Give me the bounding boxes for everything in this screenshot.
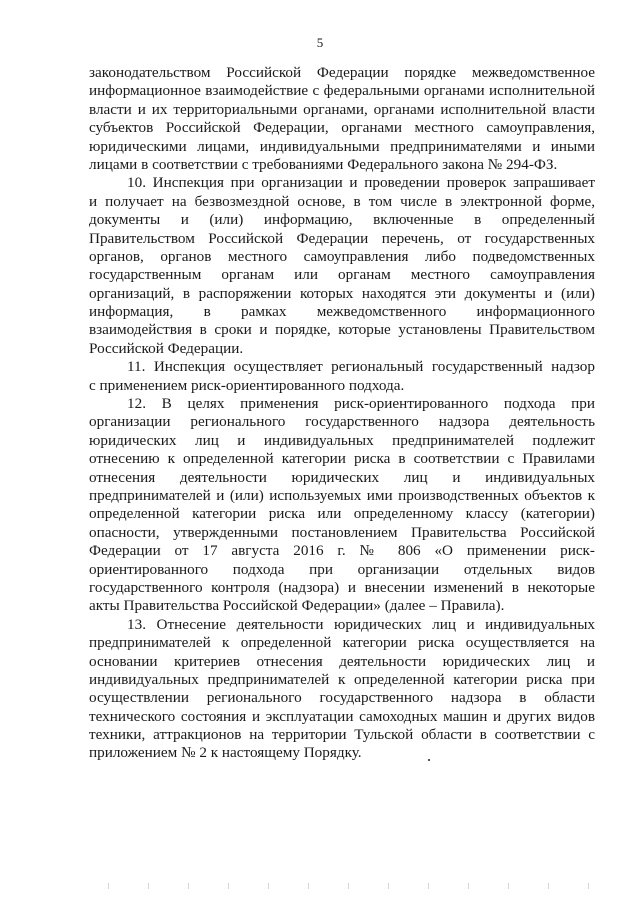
text-line: информационное взаимодействие с федеральными органами исполнительной bbox=[89, 82, 595, 100]
text-line: 10. Инспекция при организации и проведении проверок запрашивает bbox=[127, 174, 595, 192]
text-line: организации регионального государственного надзора деятельность bbox=[89, 413, 595, 431]
text-line: и получает на безвозмездной основе, в том числе в электронной форме, bbox=[89, 192, 595, 210]
text-line: юридических лиц и индивидуальных предпринимателей подлежит bbox=[89, 431, 595, 449]
paragraph-item-12 bbox=[89, 395, 595, 616]
scan-artifact-strip bbox=[90, 883, 610, 889]
text-line: осуществлении регионального государственного надзора в области bbox=[89, 689, 595, 707]
text-line: информация, в рамках межведомственного информационного bbox=[89, 303, 595, 321]
text-line: 11. Инспекция осуществляет региональный государственный надзор bbox=[127, 358, 595, 376]
text-line: Федерации от 17 августа 2016 г. № 806 «О применении риск- bbox=[89, 542, 595, 560]
paragraph-item-13 bbox=[89, 616, 595, 763]
scan-artifact-dot bbox=[428, 759, 430, 761]
text-line: приложением № 2 к настоящему Порядку. bbox=[89, 744, 362, 762]
text-line: технического состояния и эксплуатации самоходных машин и других видов bbox=[89, 707, 595, 725]
text-line: 13. Отнесение деятельности юридических лиц и индивидуальных bbox=[127, 615, 595, 633]
text-line: основании критериев отнесения деятельности юридических лиц и bbox=[89, 652, 595, 670]
paragraph-item-11 bbox=[89, 358, 595, 395]
text-line: Правительством Российской Федерации перечень, от государственных bbox=[89, 229, 595, 247]
text-line: государственным органам или органам местного самоуправления bbox=[89, 266, 595, 284]
paragraph-item-10 bbox=[89, 174, 595, 358]
document-body bbox=[89, 64, 595, 763]
text-line: техники, аттракционов на территории Тульской области в соответствии с bbox=[89, 726, 595, 744]
text-line: государственного контроля (надзора) и внесении изменений в некоторые bbox=[89, 578, 595, 596]
text-line: акты Правительства Российской Федерации» (далее – Правила). bbox=[89, 597, 505, 615]
text-line: Российской Федерации. bbox=[89, 339, 244, 357]
text-line: 12. В целях применения риск-ориентированного подхода при bbox=[127, 395, 595, 413]
text-line: взаимодействия в сроки и порядке, которые установлены Правительством bbox=[89, 321, 595, 339]
text-line: документы и (или) информацию, включенные в определенный bbox=[89, 211, 595, 229]
paragraph-intro bbox=[89, 64, 595, 174]
text-line: законодательством Российской Федерации порядке межведомственное bbox=[89, 64, 595, 81]
text-line: с применением риск-ориентированного подхода. bbox=[89, 376, 405, 394]
text-line: субъектов Российской Федерации, органами местного самоуправления, bbox=[89, 119, 595, 137]
text-line: органов, органов местного самоуправления либо подведомственных bbox=[89, 247, 595, 265]
text-line: индивидуальных предпринимателей к определенной категории риска при bbox=[89, 670, 595, 688]
text-line: определенной категории риска или определенному классу (категории) bbox=[89, 505, 595, 523]
text-line: отнесения деятельности юридических лиц и индивидуальных bbox=[89, 468, 595, 486]
text-line: предпринимателей и (или) используемых ими производственных объектов к bbox=[89, 486, 595, 504]
text-line: власти и их территориальными органами, органами исполнительной власти bbox=[89, 100, 595, 118]
text-line: опасности, утвержденными постановлением Правительства Российской bbox=[89, 523, 595, 541]
text-line: ориентированного подхода при организации отдельных видов bbox=[89, 560, 595, 578]
text-line: организаций, в распоряжении которых находятся эти документы и (или) bbox=[89, 284, 595, 302]
page-number: 5 bbox=[316, 35, 324, 50]
text-line: юридическими лицами, индивидуальными предпринимателями и иными bbox=[89, 137, 595, 155]
text-line: предпринимателей к определенной категории риска осуществляется на bbox=[89, 634, 595, 652]
text-line: лицами в соответствии с требованиями Федерального закона № 294-ФЗ. bbox=[89, 155, 558, 173]
text-line: отнесению к определенной категории риска в соответствии с Правилами bbox=[89, 450, 595, 468]
